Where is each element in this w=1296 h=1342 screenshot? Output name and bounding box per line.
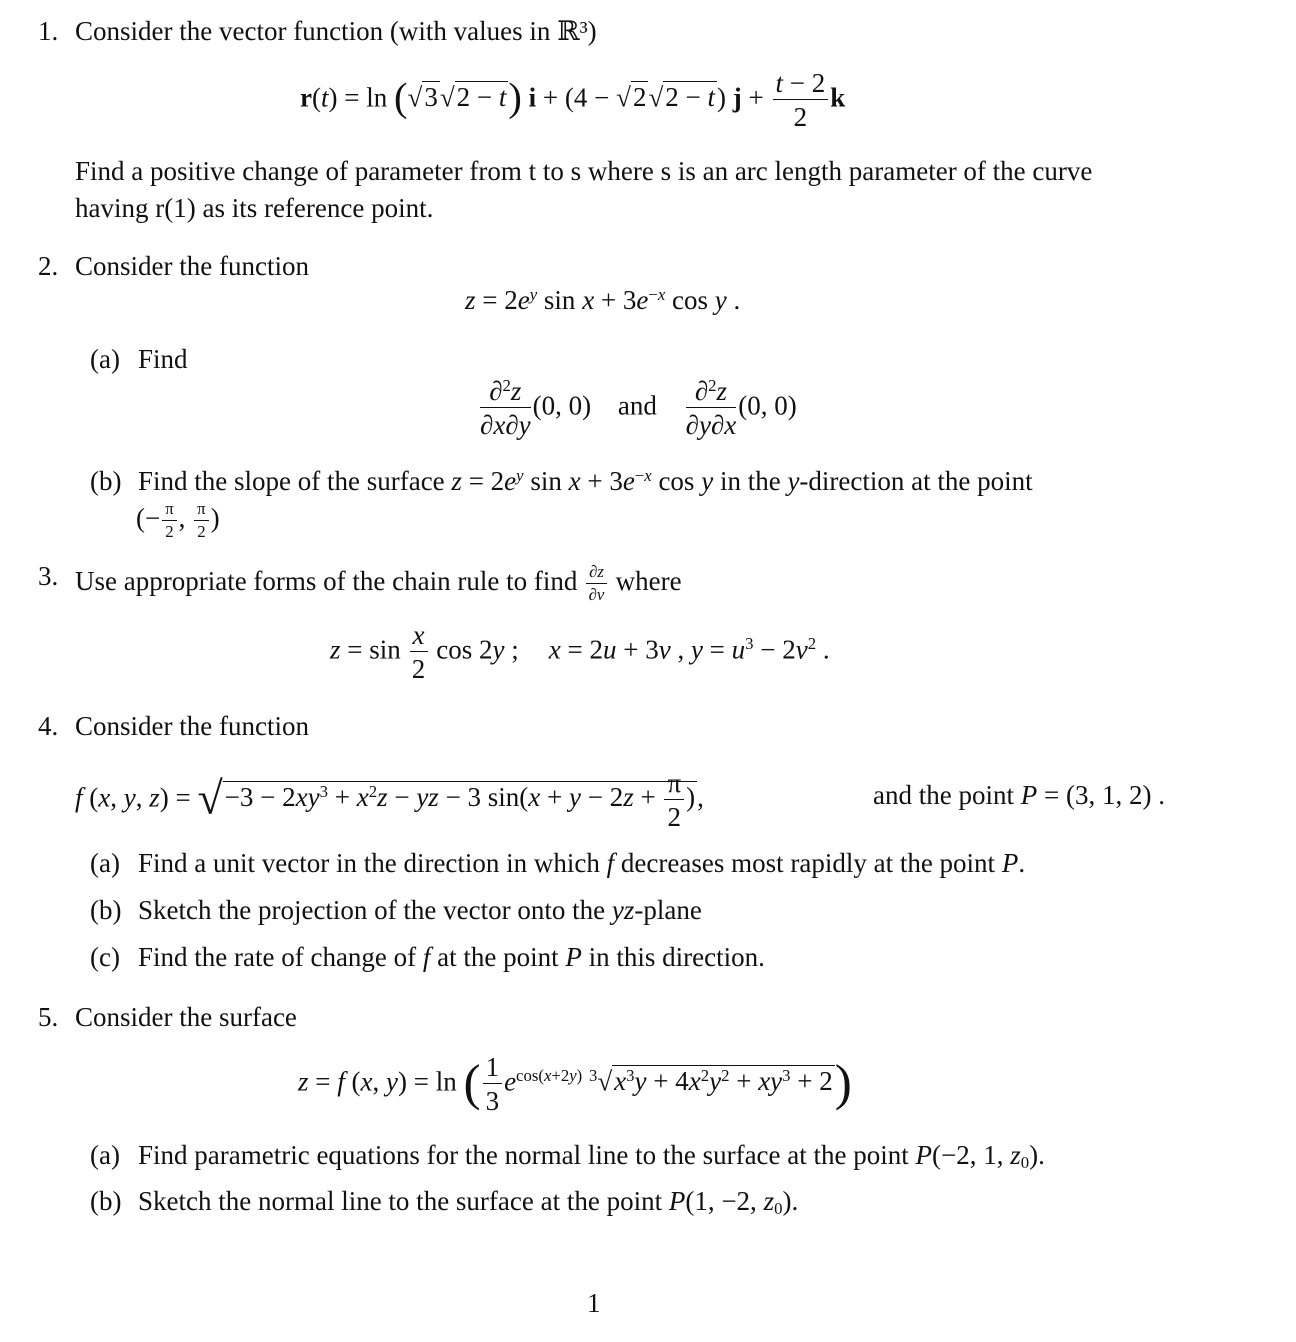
problem-5b-text: Sketch the normal line to the surface at the point P(1, −2, $z_0$). (138, 1186, 799, 1219)
problem-4a-text: Find a unit vector in the direction in which f decreases most rapidly at the point P. (138, 848, 1026, 878)
problem-5a-label: (a) (90, 1140, 120, 1170)
problem-1-number: 1. (38, 16, 59, 46)
problem-2b-point: (− $\frac{\pi}{2}$ , $\frac{\pi}{2}$ ) (136, 499, 220, 541)
problem-5-number: 5. (38, 1002, 59, 1032)
problem-2b-text: Find the slope of the surface $z = 2e^y$ $\sin x + 3e^{-x}$ cos y in the y-direction at the point (138, 465, 1033, 496)
page-number: 1 (587, 1288, 601, 1318)
problem-2-equation: $z = 2e^y$ $\sin x + 3e^{-x}$ cos y . (465, 284, 741, 315)
problem-1-equation: r(t) = ln (√3√2 − t) i + (4 − √2√2 − t) j + $\frac{t - 2}{2}$ k (300, 68, 846, 133)
problem-5b-label: (b) (90, 1186, 122, 1216)
problem-5a-text: Find parametric equations for the normal line to the surface at the point P(−2, 1, $z_0$). (138, 1140, 1045, 1173)
problem-4b-text: Sketch the projection of the vector onto the yz-plane (138, 895, 702, 925)
problem-5-intro: Consider the surface (75, 1002, 297, 1032)
problem-4b-label: (b) (90, 895, 122, 925)
problem-2a-text: Find (138, 344, 188, 374)
problem-2a-label: (a) (90, 344, 120, 374)
problem-2-number: 2. (38, 251, 59, 281)
problem-2a-equation: $\frac{\partial^2z}{\partial x\partial y}$ (0, 0) and $\frac{\partial^2z}{\partial y\partial x}$ (0, 0) (480, 375, 797, 441)
problem-4c-text: Find the rate of change of f at the point P in this direction. (138, 942, 765, 972)
problem-4-number: 4. (38, 711, 59, 741)
problem-3-text: Use appropriate forms of the chain rule to find $\frac{\partial z}{\partial v}$ where (75, 562, 682, 604)
problem-3-equation: z = sin $\frac{x}{2}$ cos 2y ; x = 2u + 3v , $y = u^3 - 2v^2$ . (330, 620, 830, 685)
problem-3-number: 3. (38, 561, 59, 591)
problem-4a-label: (a) (90, 848, 120, 878)
problem-2-intro: Consider the function (75, 251, 309, 281)
problem-1-text-line-1: Find a positive change of parameter from t to s where s is an arc length parameter of the curve (75, 156, 1093, 186)
problem-4-intro: Consider the function (75, 711, 309, 741)
problem-1-text-line-2: having r(1) as its reference point. (75, 193, 434, 223)
problem-5-equation: z = f (x, y) = ln ( $\frac{1}{3}$ $e^{cos(x+2y)}$ $^3√x^3y + 4x^2y^2 + xy^3 + 2$) (298, 1052, 852, 1117)
problem-4-point: and the point P = (3, 1, 2) . (873, 780, 1165, 810)
problem-2b-label: (b) (90, 466, 122, 496)
problem-4-equation: f (x, y, $z) = √-3 - 2xy^3 + x^2z$ − yz − 3 sin(x + y − 2z + $\frac{\pi}{2}$ ), (75, 768, 704, 833)
problem-1-intro: Consider the vector function (with values in ℝ³) (75, 16, 597, 46)
problem-4c-label: (c) (90, 942, 120, 972)
